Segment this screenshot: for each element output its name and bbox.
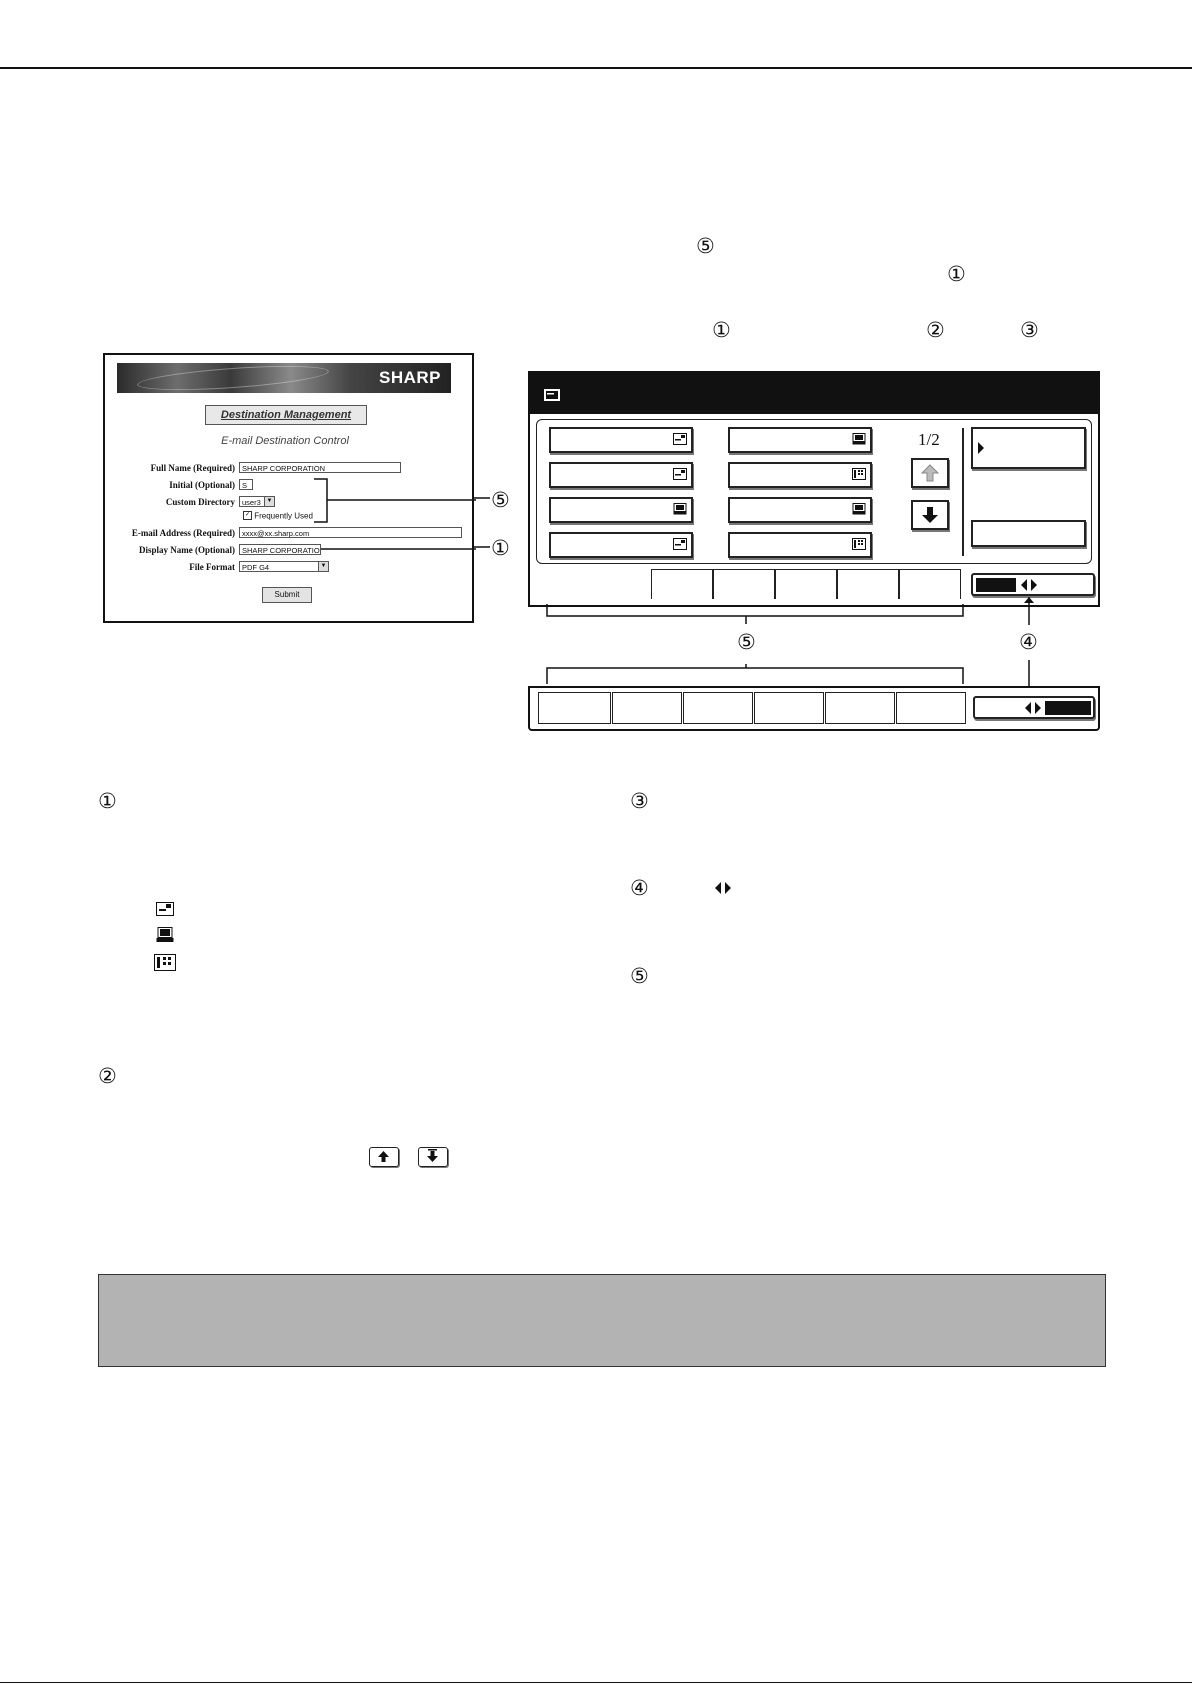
alt-index-tab-1[interactable] xyxy=(538,692,611,724)
condition-settings-key[interactable] xyxy=(971,427,1086,469)
page-indicator: 1/2 xyxy=(918,430,940,449)
lower-tabs-bracket xyxy=(545,664,965,684)
alt-index-tab-3[interactable] xyxy=(683,692,753,724)
scroll-up-button[interactable] xyxy=(911,458,949,488)
destination-key-8[interactable] xyxy=(728,532,872,558)
desktop-destination-icon xyxy=(156,927,174,943)
alt-index-tab-5[interactable] xyxy=(825,692,895,724)
triangle-right-icon xyxy=(977,441,985,455)
custom-directory-label: Custom Directory xyxy=(165,497,235,507)
note-box xyxy=(98,1274,1106,1367)
alt-index-tab-2[interactable] xyxy=(612,692,682,724)
top-rule xyxy=(0,67,1192,69)
email-destination-icon xyxy=(156,902,174,916)
toggle-callout-arrow xyxy=(1022,597,1036,627)
form-callout-5: ⑤ xyxy=(491,488,510,512)
alternate-index-strip xyxy=(528,686,1100,731)
alt-index-tab-4[interactable] xyxy=(754,692,824,724)
tabs-bracket xyxy=(545,604,965,624)
left-right-toggle-icon xyxy=(1024,701,1042,715)
form-callout-1: ① xyxy=(491,536,510,560)
display-name-label: Display Name (Optional) xyxy=(138,545,235,555)
destination-key-7[interactable] xyxy=(728,497,872,523)
destination-management-heading[interactable]: Destination Management xyxy=(205,405,367,425)
email-address-field[interactable]: xxxx@xx.sharp.com xyxy=(239,527,462,538)
index-tab-2[interactable] xyxy=(651,569,713,599)
scroll-up-key-icon xyxy=(369,1147,399,1167)
scroll-down-key-icon xyxy=(418,1147,448,1167)
sharp-logo: SHARP xyxy=(378,368,441,387)
email-destination-icon xyxy=(673,538,687,550)
desc-callout-3: ③ xyxy=(630,789,649,813)
dropdown-arrow-icon: ▼ xyxy=(318,562,328,571)
destination-key-2[interactable] xyxy=(549,462,693,488)
submit-button[interactable]: Submit xyxy=(262,587,312,603)
side-key-lower[interactable] xyxy=(971,520,1086,547)
email-mode-icon xyxy=(544,389,560,401)
desc-callout-4: ④ xyxy=(630,876,649,900)
destination-key-6[interactable] xyxy=(728,462,872,488)
panel-callout-4: ④ xyxy=(1019,630,1038,654)
frequently-used-checkbox[interactable]: ✓ xyxy=(244,512,251,519)
frequently-used-label: Frequently Used xyxy=(254,511,313,521)
initial-field[interactable]: S xyxy=(239,479,253,490)
email-destination-control-subtitle: E-mail Destination Control xyxy=(221,435,349,447)
scroll-up-arrow-icon xyxy=(370,1148,397,1165)
file-format-label: File Format xyxy=(189,562,235,572)
full-name-field[interactable]: SHARP CORPORATION xyxy=(239,462,401,473)
left-right-toggle-icon xyxy=(714,881,732,895)
desktop-destination-icon xyxy=(852,433,866,445)
email-destination-icon xyxy=(673,468,687,480)
index-toggle-key[interactable] xyxy=(971,573,1095,596)
panel-divider xyxy=(962,428,964,556)
email-destination-icon xyxy=(673,433,687,445)
desktop-destination-icon xyxy=(673,503,687,515)
panel-callout-3: ③ xyxy=(1020,318,1039,342)
dropdown-arrow-icon: ▼ xyxy=(264,497,274,506)
scroll-up-arrow-icon xyxy=(913,460,947,486)
destination-key-5[interactable] xyxy=(728,427,872,453)
email-address-label: E-mail Address (Required) xyxy=(131,528,235,538)
desktop-destination-icon xyxy=(852,503,866,515)
initial-label: Initial (Optional) xyxy=(169,480,235,490)
alt-index-toggle-key[interactable] xyxy=(973,696,1095,719)
scroll-down-arrow-icon xyxy=(913,502,947,528)
desc-callout-1: ① xyxy=(98,789,117,813)
left-right-toggle-icon xyxy=(1020,578,1038,592)
full-name-label: Full Name (Required) xyxy=(150,463,235,473)
index-tab-5[interactable] xyxy=(837,569,899,599)
panel-header xyxy=(530,373,1098,414)
bottom-rule xyxy=(0,1682,1192,1683)
intro-callout-1: ① xyxy=(947,262,966,286)
index-tab-4[interactable] xyxy=(775,569,837,599)
toggle-selected-block xyxy=(976,578,1016,592)
destination-key-3[interactable] xyxy=(549,497,693,523)
destination-key-1[interactable] xyxy=(549,427,693,453)
display-name-field[interactable]: SHARP CORPORATIO xyxy=(239,544,321,555)
index-tab-6[interactable] xyxy=(899,569,961,599)
scroll-down-button[interactable] xyxy=(911,500,949,530)
group-destination-icon xyxy=(852,468,866,480)
group-destination-icon xyxy=(154,954,176,971)
destination-key-4[interactable] xyxy=(549,532,693,558)
web-page-screenshot xyxy=(103,353,474,623)
desc-callout-5: ⑤ xyxy=(630,964,649,988)
toggle-selected-block xyxy=(1045,701,1091,715)
index-tab-3[interactable] xyxy=(713,569,775,599)
panel-callout-1: ① xyxy=(712,318,731,342)
group-destination-icon xyxy=(852,538,866,550)
alt-index-tab-6[interactable] xyxy=(896,692,966,724)
desc-callout-2: ② xyxy=(98,1064,117,1088)
panel-callout-5: ⑤ xyxy=(737,630,756,654)
form-callout-leaders xyxy=(105,355,476,625)
panel-callout-2: ② xyxy=(926,318,945,342)
intro-callout-5: ⑤ xyxy=(696,234,715,258)
file-format-value: PDF G4 xyxy=(242,563,270,572)
scroll-down-arrow-icon xyxy=(419,1148,446,1165)
custom-directory-value: user3 xyxy=(242,498,261,507)
index-tab-1[interactable] xyxy=(537,569,651,599)
